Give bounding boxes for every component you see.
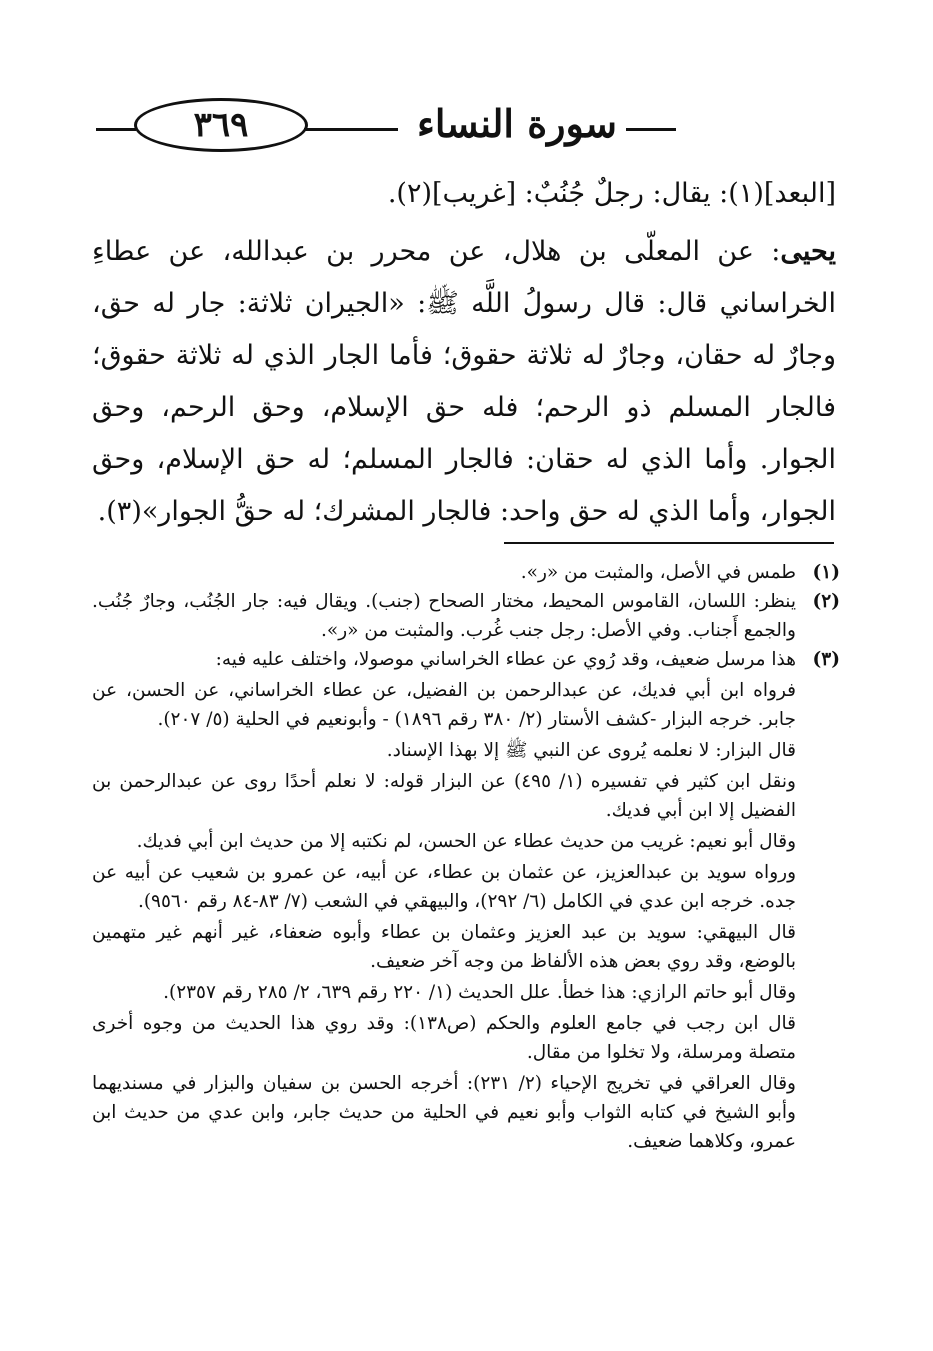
footnote-text: فرواه ابن أبي فديك، عن عبدالرحمن بن الفضيل، عن عطاء الخراساني، عن الحسن، عن جابر. خرجه البزار -كشف الأستار (٢/ ٣٨٠ رقم ١٨٩٦) - وأبونعيم في الحلية (٥/ ٢٠٧). (92, 680, 796, 730)
footnote-text: ورواه سويد بن عبدالعزيز، عن عثمان بن عطاء، عن أبيه، عن عمرو بن شعيب عن أبيه عن جده. خرجه ابن عدي في الكامل (٦/ ٢٩٢)، والبيهقي في الشعب (٧/ ٨٣-٨٤ رقم ٩٥٦٠). (92, 862, 796, 912)
footnotes (92, 558, 840, 1156)
footnote-1 (92, 558, 840, 587)
footnote-text: ينظر: اللسان، القاموس المحيط، مختار الصحاح (جنب). ويقال فيه: جار الجُنُب، وجارٌ جُنُب. والجمع أَجناب. وفي الأصل: رجل جنب غُرب. والمثبت من «ر». (92, 591, 796, 641)
footnote-text: قال البيهقي: سويد بن عبد العزيز وعثمان بن عطاء وأبوه ضعفاء، غير أنهم غير متهمين بالوضع، وقد روي بعض هذه الألفاظ من وجه آخر ضعيف. (92, 922, 796, 972)
intro-line: [البعد](١): يقال: رجلٌ جُنُبٌ: [غريب](٢). (387, 178, 836, 209)
footnote-text: قال ابن رجب في جامع العلوم والحكم (ص١٣٨): وقد روي هذا الحديث من وجوه أخرى متصلة ومرسلة، ولا تخلوا من مقال. (92, 1013, 796, 1063)
footnote-3 (92, 645, 840, 1156)
footnote-text: طمس في الأصل، والمثبت من «ر». (520, 562, 796, 583)
footnote-text: وقال أبو حاتم الرازي: هذا خطأ. علل الحديث (١/ ٢٢٠ رقم ٦٣٩، ٢/ ٢٨٥ رقم ٢٣٥٧). (163, 982, 796, 1003)
footnote-number: (١) (812, 562, 840, 583)
hadith-paragraph (92, 226, 836, 538)
footnote-text: وقال العراقي في تخريج الإحياء (٢/ ٢٣١): أخرجه الحسن بن سفيان والبزار في مسنديهما وأبو الشيخ في كتابه الثواب وأبو نعيم في الحلية من حديث جابر، وابن عدي من حديث ابن عمرو، وكلاهما ضعيف. (92, 1073, 796, 1152)
footnote-separator (504, 542, 834, 544)
header-rule-right (626, 128, 676, 131)
surah-title: سورة النساء (417, 101, 617, 146)
hadith-body: : عن المعلّى بن هلال، عن محرر بن عبدالله، عن عطاءِ الخراساني قال: قال رسولُ اللَّه ﷺ: «الجيران ثلاثة: جار له حق، وجارٌ له حقان، وجارٌ له ثلاثة حقوق؛ فأما الجار الذي له ثلاثة حقوق؛ فالجار المسلم ذو الرحم؛ فله حق الإسلام، وحق الرحم، وحق الجوار. وأما الذي له حقان: فالجار المسلم؛ له حق الإسلام، وحق الجوار، وأما الذي له حق واحد: فالجار المشرك؛ له حقُّ الجوار»(٣). (92, 236, 836, 527)
header-rule-middle (304, 128, 398, 131)
page-number-badge: ٣٦٩ (134, 98, 308, 152)
header-rule-left (96, 128, 136, 131)
footnote-number: (٢) (812, 591, 840, 612)
footnote-text: هذا مرسل ضعيف، وقد رُوي عن عطاء الخراساني موصولا، واختلف عليه فيه: (215, 649, 796, 670)
narrator-lead: يحيى (780, 236, 836, 267)
footnote-text: قال البزار: لا نعلمه يُروى عن النبي ﷺ إلا بهذا الإسناد. (386, 740, 796, 761)
footnote-text: ونقل ابن كثير في تفسيره (١/ ٤٩٥) عن البزار قوله: لا نعلم أحدًا روى عن عبدالرحمن بن الفضيل إلا ابن أبي فديك. (92, 771, 796, 821)
footnote-2 (92, 587, 840, 645)
footnote-number: (٣) (812, 649, 840, 670)
page-header (86, 92, 838, 162)
main-text (92, 168, 836, 538)
footnote-text: وقال أبو نعيم: غريب من حديث عطاء عن الحسن، لم نكتبه إلا من حديث ابن أبي فديك. (136, 831, 796, 852)
